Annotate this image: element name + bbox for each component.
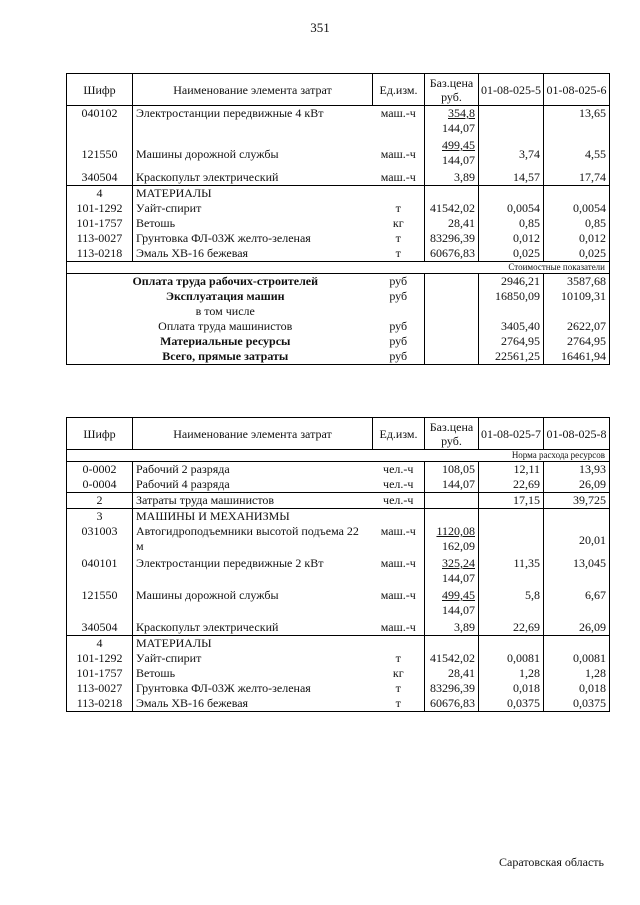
row-unit: чел.-ч (383, 462, 414, 476)
row-unit: маш.-ч (380, 556, 416, 570)
row-value-1: 0,018 (479, 681, 544, 696)
row-unit: маш.-ч (380, 620, 416, 634)
table-row (67, 170, 610, 186)
header-base-price: Баз.цена руб. (425, 74, 479, 106)
row-code: 340504 (67, 620, 133, 636)
row-code: 121550 (67, 138, 133, 170)
summary-value-1: 16850,09 (479, 289, 544, 304)
summary-value-1 (479, 304, 544, 319)
table-row (67, 106, 610, 139)
row-value-2: 6,67 (544, 588, 610, 620)
row-value-1: 5,8 (479, 588, 544, 620)
row-name: Эмаль ХВ-16 бежевая (133, 246, 373, 262)
header-col-6: 01-08-025-6 (544, 74, 610, 106)
section-row (67, 636, 610, 652)
row-name: Машины дорожной службы (133, 138, 373, 170)
row-value-2: 0,012 (544, 231, 610, 246)
table-row (67, 246, 610, 262)
summary-value-2: 10109,31 (544, 289, 610, 304)
table-row (67, 216, 610, 231)
row-value-1: 14,57 (479, 170, 544, 186)
row-base-price: 41542,02 (425, 651, 479, 666)
summary-value-2: 16461,94 (544, 349, 610, 365)
row-unit: маш.-ч (380, 588, 416, 602)
row-code: 113-0027 (67, 681, 133, 696)
row-code: 113-0027 (67, 231, 133, 246)
row-base-price: 144,07 (425, 477, 479, 493)
section-code: 4 (67, 186, 133, 202)
row-name: Машины дорожной службы (133, 588, 373, 620)
section-title: МАТЕРИАЛЫ (133, 636, 373, 652)
summary-row (67, 274, 610, 290)
summary-value-1: 3405,40 (479, 319, 544, 334)
row-name: Ветошь (133, 666, 373, 681)
summary-name: Оплата труда машинистов (158, 319, 293, 333)
row-value-1 (479, 106, 544, 139)
row-code: 101-1292 (67, 651, 133, 666)
row-unit: т (395, 681, 401, 695)
row-name: Электростанции передвижные 4 кВт (133, 106, 373, 139)
table-row (67, 588, 610, 620)
row-value-2: 0,85 (544, 216, 610, 231)
row-value-2: 17,74 (544, 170, 610, 186)
row-code: 0-0002 (67, 462, 133, 478)
row-value-2: 13,93 (544, 462, 610, 478)
table-row (67, 231, 610, 246)
row-unit: маш.-ч (380, 146, 416, 161)
row-value-1: 12,11 (479, 462, 544, 478)
row-value-1: 0,012 (479, 231, 544, 246)
summary-unit: руб (389, 319, 408, 333)
row-unit: маш.-ч (380, 524, 416, 538)
row-value-1: 0,0054 (479, 201, 544, 216)
row-base-price: 108,05 (425, 462, 479, 478)
summary-row (67, 319, 610, 334)
row-unit: чел.-ч (373, 493, 425, 509)
summary-row (67, 349, 610, 365)
footer-region: Саратовская область (498, 855, 604, 869)
row-base-price: 3,89 (425, 620, 479, 636)
table-row (67, 666, 610, 681)
header-code: Шифр (67, 418, 133, 450)
row-value-1: 22,69 (479, 620, 544, 636)
table-row (67, 681, 610, 696)
section-title: МАТЕРИАЛЫ (133, 186, 373, 202)
summary-row (67, 289, 610, 304)
row-value-1: 3,74 (479, 138, 544, 170)
row-name: Краскопульт электрический (133, 170, 373, 186)
row-code: 101-1757 (67, 216, 133, 231)
row-unit: т (395, 231, 401, 245)
row-name: Краскопульт электрический (133, 620, 373, 636)
row-unit: кг (392, 216, 404, 230)
row-code: 101-1292 (67, 201, 133, 216)
summary-unit: руб (389, 274, 408, 288)
table-row (67, 620, 610, 636)
row-value-2: 20,01 (544, 524, 610, 556)
row-base-price: 1120,08 162,09 (425, 524, 479, 556)
row-name: Ветошь (133, 216, 373, 231)
row-name: Грунтовка ФЛ-03Ж желто-зеленая (133, 231, 373, 246)
row-unit: чел.-ч (383, 477, 414, 491)
row-code: 040101 (67, 556, 133, 588)
row-code: 121550 (67, 588, 133, 620)
header-base-price: Баз.цена руб. (425, 418, 479, 450)
row-value-2: 26,09 (544, 620, 610, 636)
summary-name: Оплата труда рабочих-строителей (132, 274, 319, 288)
row-code: 0-0004 (67, 477, 133, 493)
row-value-1: 0,0081 (479, 651, 544, 666)
row-value-2: 1,28 (544, 666, 610, 681)
row-value-2: 13,045 (544, 556, 610, 588)
table-row (67, 651, 610, 666)
row-name: Автогидроподъемники высотой подъема 22 м (133, 524, 373, 556)
table-row (67, 696, 610, 712)
row-value-1: 22,69 (479, 477, 544, 493)
section-row (67, 509, 610, 525)
summary-row (67, 304, 610, 319)
row-base-price: 499,45 144,07 (425, 588, 479, 620)
section-title: МАШИНЫ И МЕХАНИЗМЫ (133, 509, 373, 525)
row-code: 040102 (67, 106, 133, 139)
row-base-price: 83296,39 (425, 681, 479, 696)
row-value-2: 0,025 (544, 246, 610, 262)
norm-header-label: Норма расхода ресурсов (67, 450, 610, 462)
summary-unit: руб (373, 349, 425, 365)
summary-unit: руб (389, 289, 408, 303)
summary-name: Всего, прямые затраты (162, 349, 289, 363)
row-code: 2 (67, 493, 133, 509)
header-name: Наименование элемента затрат (133, 418, 373, 450)
row-unit: т (395, 246, 401, 260)
header-col-7: 01-08-025-7 (479, 418, 544, 450)
summary-name: Материальные ресурсы (160, 334, 291, 348)
row-unit: т (373, 696, 425, 712)
row-unit: т (395, 201, 401, 215)
summary-name: Эксплуатация машин (165, 289, 285, 303)
row-value-1: 0,025 (479, 246, 544, 262)
summary-value-2 (544, 304, 610, 319)
row-value-1: 0,85 (479, 216, 544, 231)
header-unit: Ед.изм. (373, 74, 425, 106)
row-name: Затраты труда машинистов (133, 493, 373, 509)
summary-value-1: 2946,21 (479, 274, 544, 290)
header-code: Шифр (67, 74, 133, 106)
summary-unit: руб (389, 334, 408, 348)
summary-row (67, 334, 610, 349)
row-value-2: 26,09 (544, 477, 610, 493)
row-base-price: 41542,02 (425, 201, 479, 216)
summary-value-1: 22561,25 (479, 349, 544, 365)
row-base-price: 3,89 (425, 170, 479, 186)
table-row (67, 493, 610, 509)
row-value-1: 17,15 (479, 493, 544, 509)
row-value-2: 4,55 (544, 138, 610, 170)
row-name: Электростанции передвижные 2 кВт (133, 556, 373, 588)
row-name: Рабочий 4 разряда (133, 477, 373, 493)
row-value-1: 11,35 (479, 556, 544, 588)
cost-indicators-header (67, 262, 610, 274)
row-name: Уайт-спирит (133, 201, 373, 216)
section-row (67, 186, 610, 202)
row-base-price: 499,45 144,07 (425, 138, 479, 170)
section-code: 4 (67, 636, 133, 652)
row-base-price: 325,24 144,07 (425, 556, 479, 588)
row-value-1 (479, 524, 544, 556)
row-value-2: 0,0081 (544, 651, 610, 666)
row-unit: т (395, 651, 401, 665)
row-code: 101-1757 (67, 666, 133, 681)
summary-value-2: 3587,68 (544, 274, 610, 290)
row-base-price: 60676,83 (425, 246, 479, 262)
summary-value-1: 2764,95 (479, 334, 544, 349)
summary-name: в том числе (195, 304, 255, 318)
cost-table-2 (66, 417, 610, 712)
page-number: 351 (310, 20, 330, 35)
row-code: 113-0218 (67, 246, 133, 262)
row-code: 113-0218 (67, 696, 133, 712)
summary-unit (373, 304, 425, 319)
row-base-price: 354,8 144,07 (425, 106, 479, 139)
row-value-1: 1,28 (479, 666, 544, 681)
row-name: Грунтовка ФЛ-03Ж желто-зеленая (133, 681, 373, 696)
header-col-5: 01-08-025-5 (479, 74, 544, 106)
table-row (67, 201, 610, 216)
cost-indicators-label: Стоимостные показатели (67, 262, 610, 274)
table-row (67, 556, 610, 588)
table-row (67, 138, 610, 170)
row-unit: кг (392, 666, 404, 680)
table-row (67, 477, 610, 493)
table-row (67, 524, 610, 556)
header-name: Наименование элемента затрат (133, 74, 373, 106)
row-value-2: 13,65 (544, 106, 610, 139)
row-code: 031003 (67, 524, 133, 556)
norm-header (67, 450, 610, 462)
row-base-price: 83296,39 (425, 231, 479, 246)
row-name: Эмаль ХВ-16 бежевая (133, 696, 373, 712)
row-unit: маш.-ч (380, 106, 416, 120)
row-value-2: 0,018 (544, 681, 610, 696)
section-code: 3 (67, 509, 133, 525)
row-value-2: 0,0375 (544, 696, 610, 712)
header-col-8: 01-08-025-8 (544, 418, 610, 450)
header-unit: Ед.изм. (373, 418, 425, 450)
row-value-2: 0,0054 (544, 201, 610, 216)
row-base-price: 60676,83 (425, 696, 479, 712)
summary-value-2: 2764,95 (544, 334, 610, 349)
row-value-1: 0,0375 (479, 696, 544, 712)
row-value-2: 39,725 (544, 493, 610, 509)
cost-table-1 (66, 73, 610, 365)
row-name: Рабочий 2 разряда (133, 462, 373, 478)
row-code: 340504 (67, 170, 133, 186)
row-base-price: 28,41 (425, 666, 479, 681)
summary-value-2: 2622,07 (544, 319, 610, 334)
row-base-price: 28,41 (425, 216, 479, 231)
row-unit: маш.-ч (380, 170, 416, 184)
table-row (67, 462, 610, 478)
row-name: Уайт-спирит (133, 651, 373, 666)
